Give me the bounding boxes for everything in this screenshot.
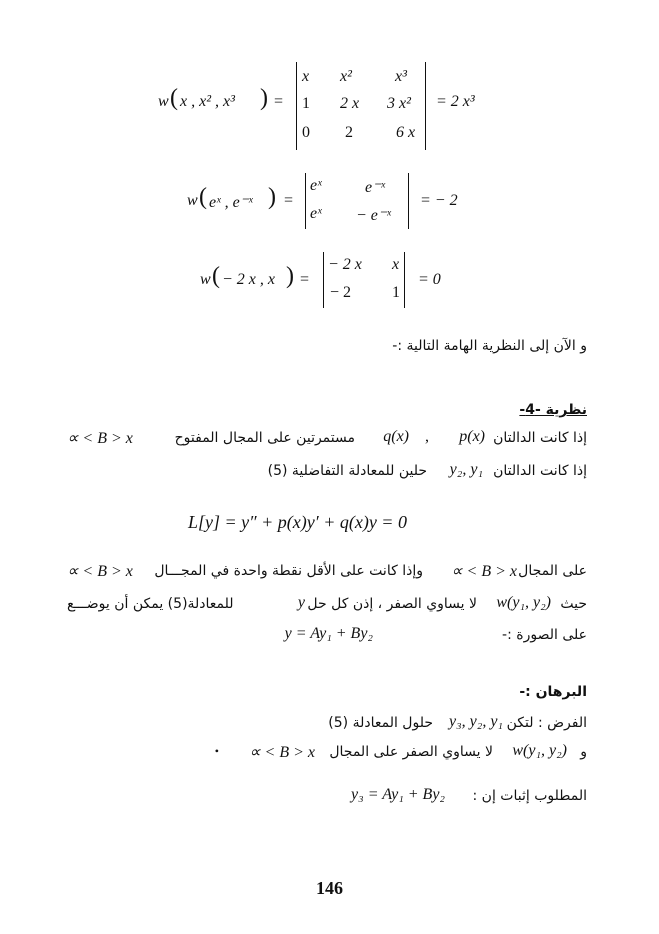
intro-line: و الآن إلى النظرية الهامة التالية :- bbox=[392, 338, 587, 354]
p2-dot: • bbox=[214, 744, 219, 758]
w1-m00: x bbox=[302, 68, 310, 85]
t5-y: y = Ay₁ + By₂ bbox=[284, 625, 373, 642]
t3-ar2: وإذا كانت على الأقل نقطة واحدة في المجـــال bbox=[154, 563, 423, 579]
w3-m10: − 2 bbox=[330, 284, 352, 301]
w3-bar-right bbox=[404, 252, 405, 308]
p2-w: w(y₁, y₂) bbox=[512, 742, 567, 759]
theorem-line-2 bbox=[67, 463, 587, 485]
t3-ar: على المجال bbox=[518, 563, 587, 579]
w3-m11: 1 bbox=[392, 284, 400, 301]
w1-m11: 2 x bbox=[340, 95, 360, 112]
w2-rhs: = − 2 bbox=[420, 192, 458, 209]
p2-ar2: لا يساوي الصفر على المجال bbox=[329, 744, 493, 760]
w2-args: eˣ , e⁻ˣ bbox=[209, 194, 253, 211]
w2-fn: w bbox=[187, 192, 198, 209]
t1-interval: B > x > ∝ bbox=[67, 430, 133, 447]
w1-lparen: ( bbox=[170, 85, 178, 111]
theorem-equation: L[y] = y″ + p(x)y′ + q(x)y = 0 bbox=[188, 512, 407, 532]
w2-rparen: ) bbox=[268, 184, 276, 210]
w1-rparen: ) bbox=[260, 85, 268, 111]
p3-y: y₃ = Ay₁ + By₂ bbox=[351, 786, 445, 803]
w2-m11: − e⁻ˣ bbox=[356, 207, 391, 224]
theorem-line-1 bbox=[67, 430, 587, 452]
wronskian-3 bbox=[0, 0, 659, 320]
w2-m10: eˣ bbox=[310, 205, 322, 222]
t4-ar3: للمعادلة(5) يمكن أن يوضـــع bbox=[67, 596, 234, 612]
t2-ar: إذا كانت الدالتان bbox=[493, 463, 587, 479]
w3-bar-left bbox=[323, 252, 324, 308]
w1-m02: x³ bbox=[395, 68, 407, 85]
t4-ar: حيث bbox=[560, 596, 587, 612]
w3-rparen: ) bbox=[286, 263, 294, 289]
t4-ar2: لا يساوي الصفر ، إذن كل حل bbox=[307, 596, 477, 612]
w3-fn: w bbox=[200, 271, 211, 288]
theorem-line-5 bbox=[67, 627, 587, 649]
p2-interval: B > x > ∝ bbox=[249, 744, 315, 761]
w3-lparen: ( bbox=[212, 263, 220, 289]
t1-qx: q(x) bbox=[383, 428, 409, 445]
p2-ar: و bbox=[580, 744, 587, 760]
p1-ar2: حلول المعادلة (5) bbox=[328, 715, 433, 731]
page-number: 146 bbox=[316, 878, 343, 898]
t3-interval-a: B > x > ∝ bbox=[451, 563, 517, 580]
w3-m00: − 2 x bbox=[328, 256, 362, 273]
proof-line-1 bbox=[67, 715, 587, 737]
p3-ar: المطلوب إثبات إن : bbox=[472, 788, 587, 804]
w3-eq: = bbox=[300, 271, 310, 288]
w1-fn: w bbox=[158, 93, 169, 110]
w1-rhs: = 2 x³ bbox=[436, 93, 475, 110]
t4-w: w(y₁, y₂) bbox=[496, 594, 551, 611]
t3-interval-b: B > x > ∝ bbox=[67, 563, 133, 580]
w2-eq: = bbox=[284, 192, 294, 209]
t2-ar2: حلين للمعادلة التفاضلية (5) bbox=[267, 463, 427, 479]
w1-m22: 6 x bbox=[396, 124, 416, 141]
w1-m21: 2 bbox=[345, 124, 353, 141]
t1-ar2: مستمرتين على المجال المفتوح bbox=[174, 430, 355, 446]
proof-line-2 bbox=[67, 744, 587, 766]
proof-line-3 bbox=[67, 788, 587, 810]
t4-y: y bbox=[297, 594, 305, 611]
p1-ar: الفرض : لتكن bbox=[506, 715, 587, 731]
proof-title: البرهان :- bbox=[519, 684, 587, 700]
w2-m01: e⁻ˣ bbox=[365, 179, 386, 196]
t1-ar: إذا كانت الدالتان bbox=[493, 430, 587, 446]
t2-y: y₂, y₁ bbox=[449, 461, 483, 478]
w3-args: − 2 x , x bbox=[222, 271, 275, 288]
t1-px: p(x) bbox=[459, 428, 485, 445]
theorem-title: نظرية -4- bbox=[519, 402, 587, 418]
w1-m01: x² bbox=[340, 68, 352, 85]
t1-comma: , bbox=[425, 428, 429, 445]
w1-eq: = bbox=[274, 93, 284, 110]
w2-m00: eˣ bbox=[310, 177, 322, 194]
w1-m12: 3 x² bbox=[387, 95, 411, 112]
p1-y: y₃, y₂, y₁ bbox=[449, 713, 503, 730]
t5-ar: على الصورة :- bbox=[502, 627, 587, 643]
w3-m01: x bbox=[392, 256, 400, 273]
theorem-line-4 bbox=[67, 596, 587, 618]
w3-rhs: = 0 bbox=[418, 271, 441, 288]
w1-m20: 0 bbox=[302, 124, 310, 141]
w1-m10: 1 bbox=[302, 95, 310, 112]
w1-args: x , x² , x³ bbox=[180, 93, 235, 110]
theorem-line-3 bbox=[67, 563, 587, 585]
w2-lparen: ( bbox=[199, 184, 207, 210]
